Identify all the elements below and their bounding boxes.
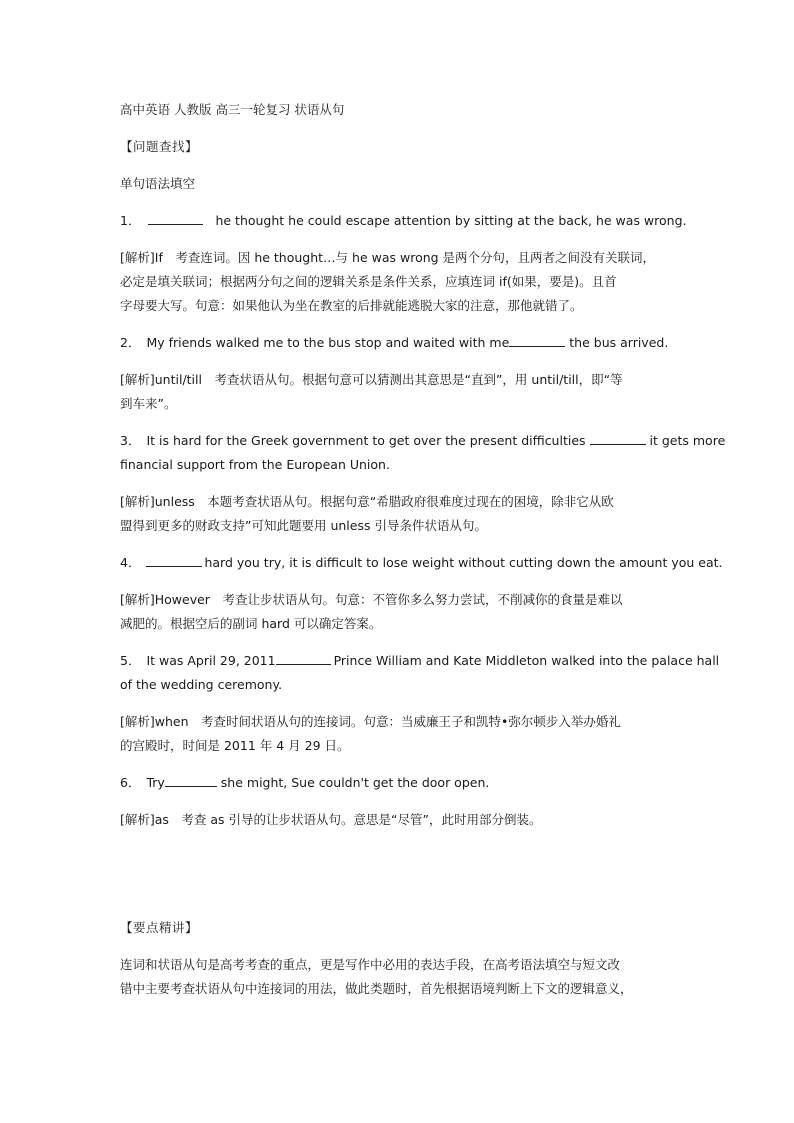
explanation-3 <box>120 490 680 538</box>
question-text-before: It was April 29, 2011 <box>146 653 276 668</box>
paragraph-line: 错中主要考查状语从句中连接词的用法，做此类题时，首先根据语境判断上下文的逻辑意义， <box>120 981 633 996</box>
question-text-line2: financial support from the European Union. <box>120 457 390 472</box>
answer-blank <box>509 334 565 347</box>
explanation-line: [解析]when 考查时间状语从句的连接词。句意：当威廉王子和凯特•弥尔顿步入举办婚礼 <box>120 714 621 729</box>
question-number: 6． <box>120 775 141 790</box>
section-heading-key-points: 【要点精讲】 <box>120 920 199 935</box>
explanation-6 <box>120 808 680 832</box>
question-number: 5． <box>120 653 141 668</box>
question-text-after: she might, Sue couldn't get the door open. <box>220 775 490 790</box>
key-points-paragraph <box>120 953 680 1001</box>
explanation-line: 盟得到更多的财政支持”可知此题要用 unless 引导条件状语从句。 <box>120 518 487 533</box>
explanation-line: [解析]unless 本题考查状语从句。根据句意“希腊政府很难度过现在的困境，除非它从欧 <box>120 494 614 509</box>
question-4 <box>120 551 723 575</box>
question-number: 3． <box>120 433 141 448</box>
question-3 <box>120 429 726 477</box>
question-text-before: It is hard for the Greek government to get over the present difficulties <box>146 433 586 448</box>
answer-blank <box>590 432 646 445</box>
answer-blank <box>148 212 203 225</box>
question-5 <box>120 649 720 697</box>
explanation-line: [解析]as 考查 as 引导的让步状语从句。意思是“尽管”，此时用部分倒装。 <box>120 812 542 827</box>
explanation-5 <box>120 710 680 758</box>
question-text-before: My friends walked me to the bus stop and waited with me <box>146 335 510 350</box>
question-number: 2． <box>120 335 141 350</box>
subheading-grammar-fill: 单句语法填空 <box>120 176 196 191</box>
document-page <box>120 98 726 1001</box>
section-heading-problems: 【问题查找】 <box>120 139 199 154</box>
question-1 <box>120 209 687 233</box>
explanation-1 <box>120 246 680 318</box>
question-6 <box>120 771 680 795</box>
question-text-before: Try <box>146 775 165 790</box>
explanation-line: 到车来”。 <box>120 396 177 411</box>
question-text-line2: of the wedding ceremony. <box>120 677 283 692</box>
document-title: 高中英语 人教版 高三一轮复习 状语从句 <box>120 102 345 117</box>
question-number: 4． <box>120 555 141 570</box>
explanation-2 <box>120 368 680 416</box>
explanation-line: [解析]If 考查连词。因 he thought…与 he was wrong 是两个分句，且两者之间没有关联词， <box>120 250 656 265</box>
paragraph-line: 连词和状语从句是高考考查的重点，更是写作中必用的表达手段，在高考语法填空与短文改 <box>120 957 621 972</box>
question-number: 1． <box>120 213 141 228</box>
explanation-4 <box>120 588 680 636</box>
question-text-after: Prince William and Kate Middleton walked into the palace hall <box>333 653 720 668</box>
question-text-after: the bus arrived. <box>569 335 669 350</box>
answer-blank <box>276 652 331 665</box>
question-text-after: it gets more <box>649 433 726 448</box>
question-2 <box>120 331 680 355</box>
explanation-line: 必定是填关联词；根据两分句之间的逻辑关系是条件关系，应填连词 if(如果，要是)。且首 <box>120 274 617 289</box>
explanation-line: 的宫殿时，时间是 2011 年 4 月 29 日。 <box>120 738 350 753</box>
explanation-line: [解析]However 考查让步状语从句。句意：不管你多么努力尝试，不削减你的食量是难以 <box>120 592 623 607</box>
answer-blank <box>165 774 217 787</box>
explanation-line: 减肥的。根据空后的副词 hard 可以确定答案。 <box>120 616 382 631</box>
question-text: he thought he could escape attention by sitting at the back, he was wrong. <box>215 213 687 228</box>
answer-blank <box>146 554 202 567</box>
explanation-line: 字母要大写。句意：如果他认为坐在教室的后排就能逃脱大家的注意，那他就错了。 <box>120 298 583 313</box>
question-text: hard you try, it is difficult to lose weight without cutting down the amount you eat. <box>204 555 723 570</box>
explanation-line: [解析]until/till 考查状语从句。根据句意可以猜测出其意思是“直到”，用 until/till，即“等 <box>120 372 623 387</box>
